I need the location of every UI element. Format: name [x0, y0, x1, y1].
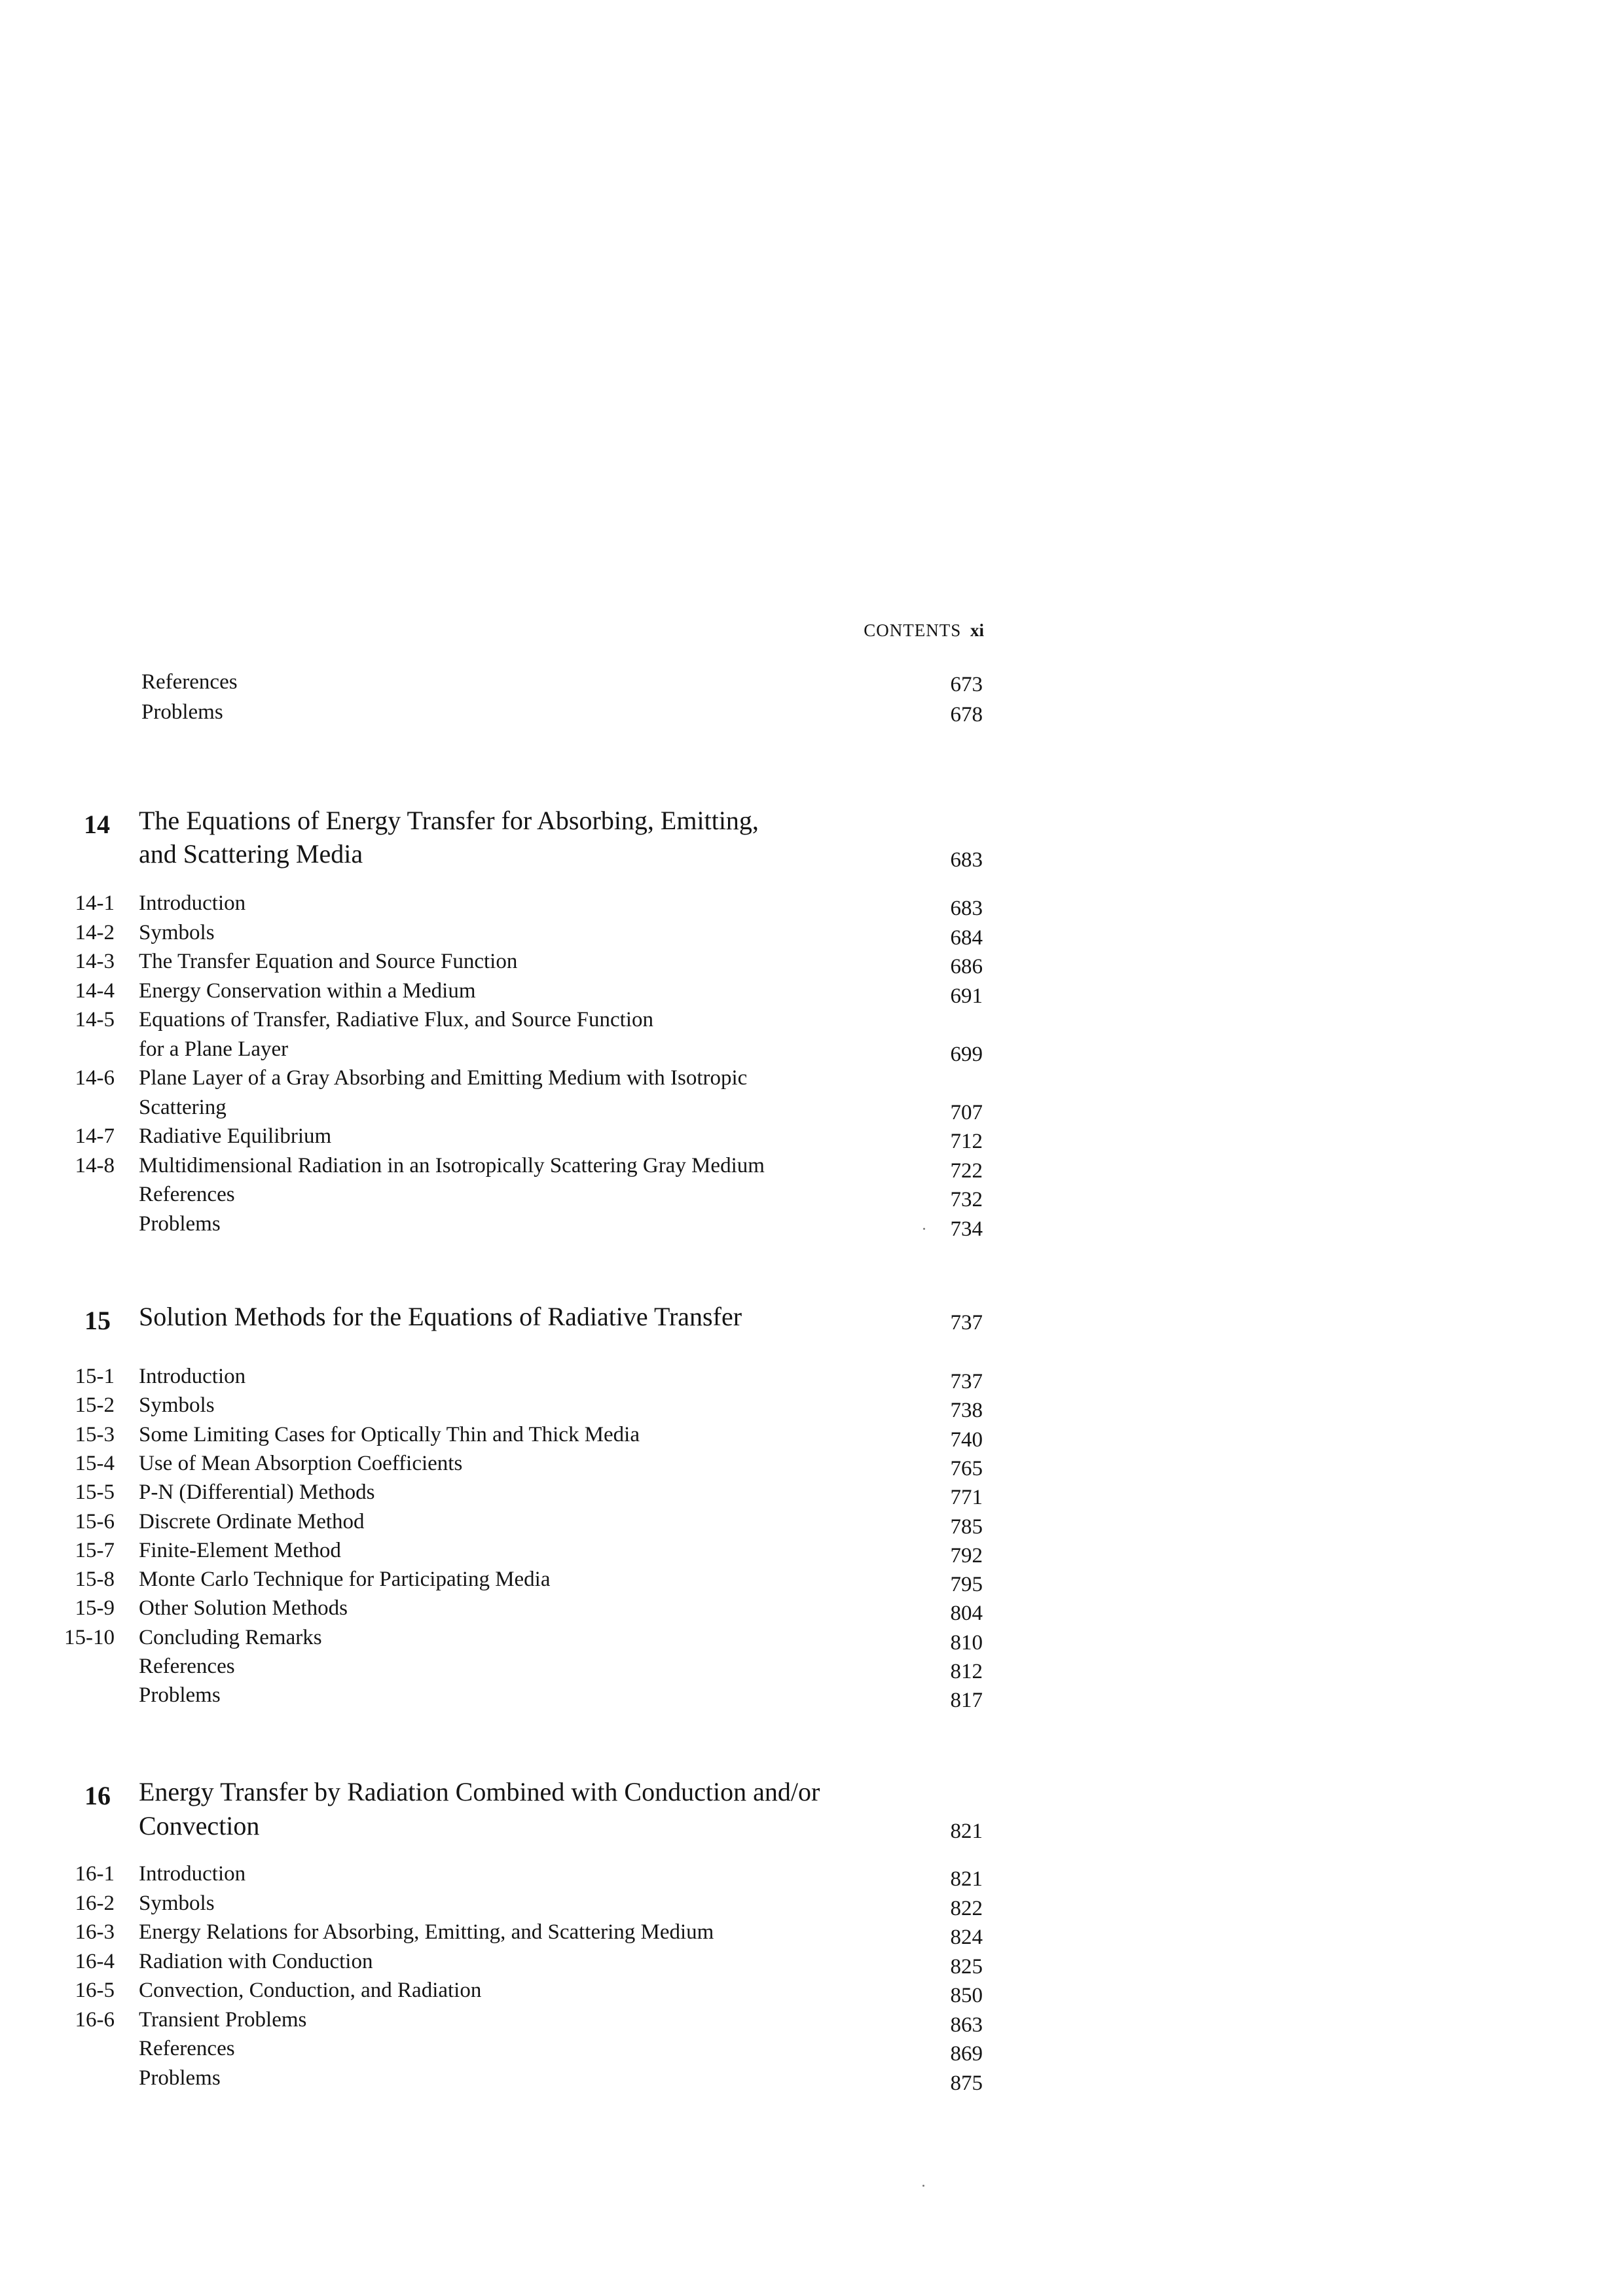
- chapter-number: 15: [84, 1306, 111, 1335]
- section-number: 15-3: [75, 1422, 115, 1446]
- section-title: Problems: [139, 2066, 221, 2090]
- section-page: 810: [950, 1630, 983, 1655]
- section-title: Energy Relations for Absorbing, Emitting, and Scattering Medium: [139, 1920, 714, 1944]
- section-page: 722: [950, 1158, 983, 1183]
- section-number: 16-2: [75, 1891, 115, 1915]
- section-page: 863: [950, 2013, 983, 2037]
- toc-entry-page: 673: [950, 673, 983, 696]
- section-number: 14-1: [75, 891, 115, 915]
- section-title: Convection, Conduction, and Radiation: [139, 1979, 482, 2002]
- section-title: Introduction: [139, 891, 246, 915]
- toc-entry-title: References: [141, 670, 238, 694]
- section-number: 14-7: [75, 1124, 115, 1148]
- section-title: Equations of Transfer, Radiative Flux, and Source Function: [139, 1008, 654, 1031]
- chapter-title-continued: Convection: [139, 1811, 260, 1840]
- section-page: 683: [950, 897, 983, 920]
- section-page: 737: [950, 1370, 983, 1393]
- section-title: Transient Problems: [139, 2007, 307, 2032]
- section-title: Plane Layer of a Gray Absorbing and Emitting Medium with Isotropic: [139, 1066, 748, 1090]
- section-number: 15-2: [75, 1393, 115, 1418]
- section-page: 684: [950, 925, 983, 950]
- section-title: Radiative Equilibrium: [139, 1124, 332, 1148]
- chapter-number: 14: [84, 810, 110, 839]
- section-page: 824: [950, 1926, 983, 1949]
- running-header-label: CONTENTS: [864, 620, 962, 640]
- chapter-title-continued: and Scattering Media: [139, 839, 363, 869]
- section-page: 699: [950, 1042, 983, 1066]
- section-page: 821: [950, 1867, 983, 1891]
- section-number: 14-2: [75, 920, 115, 944]
- section-number: 16-6: [75, 2007, 115, 2032]
- section-title: Finite-Element Method: [139, 1538, 341, 1562]
- section-title: Multidimensional Radiation in an Isotropically Scattering Gray Medium: [139, 1153, 765, 1177]
- section-title-continued: for a Plane Layer: [139, 1037, 289, 1061]
- section-title: Use of Mean Absorption Coefficients: [139, 1451, 463, 1475]
- section-number: 14-4: [75, 978, 115, 1003]
- chapter-number: 16: [84, 1781, 111, 1810]
- section-number: 14-5: [75, 1008, 115, 1031]
- section-page: 822: [950, 1896, 983, 1920]
- section-number: 15-8: [75, 1568, 115, 1592]
- running-header-page-number: xi: [970, 620, 984, 640]
- section-page: 825: [950, 1954, 983, 1979]
- section-page: 738: [950, 1399, 983, 1423]
- section-title: References: [139, 1655, 235, 1678]
- section-title: The Transfer Equation and Source Function: [139, 950, 518, 973]
- scan-speck: [923, 1228, 925, 1230]
- section-title: Symbols: [139, 920, 215, 944]
- section-title: References: [139, 2037, 235, 2060]
- section-title: Monte Carlo Technique for Participating Media: [139, 1568, 551, 1592]
- section-page: 765: [950, 1456, 983, 1480]
- section-number: 14-3: [75, 950, 115, 973]
- section-page: 795: [950, 1573, 983, 1597]
- section-page: 869: [950, 2042, 983, 2066]
- section-page: 792: [950, 1543, 983, 1568]
- section-number: 16-4: [75, 1949, 115, 1973]
- chapter-title: Solution Methods for the Equations of Radiative Transfer: [139, 1302, 742, 1331]
- section-title: Introduction: [139, 1862, 246, 1886]
- section-number: 15-6: [75, 1509, 115, 1534]
- section-number: 15-7: [75, 1538, 115, 1562]
- section-number: 14-6: [75, 1066, 115, 1090]
- section-page: 785: [950, 1515, 983, 1539]
- section-number: 16-1: [75, 1862, 115, 1886]
- section-page: 707: [950, 1100, 983, 1124]
- section-title: Other Solution Methods: [139, 1596, 348, 1621]
- section-title: Problems: [139, 1683, 221, 1708]
- section-number: 15-5: [75, 1480, 115, 1505]
- section-title: Radiation with Conduction: [139, 1949, 373, 1973]
- chapter-page: 683: [950, 848, 983, 872]
- section-page: 712: [950, 1130, 983, 1153]
- chapter-title: Energy Transfer by Radiation Combined with Conduction and/or: [139, 1777, 820, 1806]
- section-title: Some Limiting Cases for Optically Thin and Thick Media: [139, 1422, 640, 1446]
- section-page: 850: [950, 1984, 983, 2007]
- chapter-page: 737: [950, 1311, 983, 1335]
- section-title: Problems: [139, 1211, 221, 1236]
- section-title: Symbols: [139, 1891, 215, 1915]
- toc-entry-page: 678: [950, 703, 983, 726]
- section-number: 14-8: [75, 1153, 115, 1177]
- section-title: References: [139, 1183, 235, 1206]
- chapter-title: The Equations of Energy Transfer for Absorbing, Emitting,: [139, 806, 759, 835]
- section-number: 15-9: [75, 1596, 115, 1621]
- scan-speck: [922, 2185, 924, 2187]
- section-page: 686: [950, 955, 983, 978]
- section-page: 817: [950, 1689, 983, 1713]
- section-number: 15-1: [75, 1365, 115, 1388]
- section-title: P-N (Differential) Methods: [139, 1480, 375, 1505]
- section-title: Symbols: [139, 1393, 215, 1418]
- section-page: 804: [950, 1602, 983, 1626]
- section-number: 15-4: [75, 1451, 115, 1475]
- section-page: 771: [950, 1486, 983, 1510]
- toc-entry-title: Problems: [141, 700, 223, 724]
- section-page: 875: [950, 2071, 983, 2095]
- section-title: Introduction: [139, 1365, 246, 1388]
- section-number: 15-10: [64, 1625, 115, 1649]
- section-number: 16-5: [75, 1979, 115, 2002]
- section-page: 732: [950, 1188, 983, 1211]
- section-title: Discrete Ordinate Method: [139, 1509, 365, 1534]
- section-number: 16-3: [75, 1920, 115, 1944]
- section-page: 740: [950, 1427, 983, 1452]
- section-page: 691: [950, 984, 983, 1008]
- section-page: 812: [950, 1660, 983, 1683]
- section-title: Energy Conservation within a Medium: [139, 978, 476, 1003]
- section-title-continued: Scattering: [139, 1095, 227, 1119]
- section-page: 734: [950, 1217, 983, 1241]
- chapter-page: 821: [950, 1820, 983, 1843]
- running-header: [864, 620, 984, 641]
- section-title: Concluding Remarks: [139, 1625, 322, 1649]
